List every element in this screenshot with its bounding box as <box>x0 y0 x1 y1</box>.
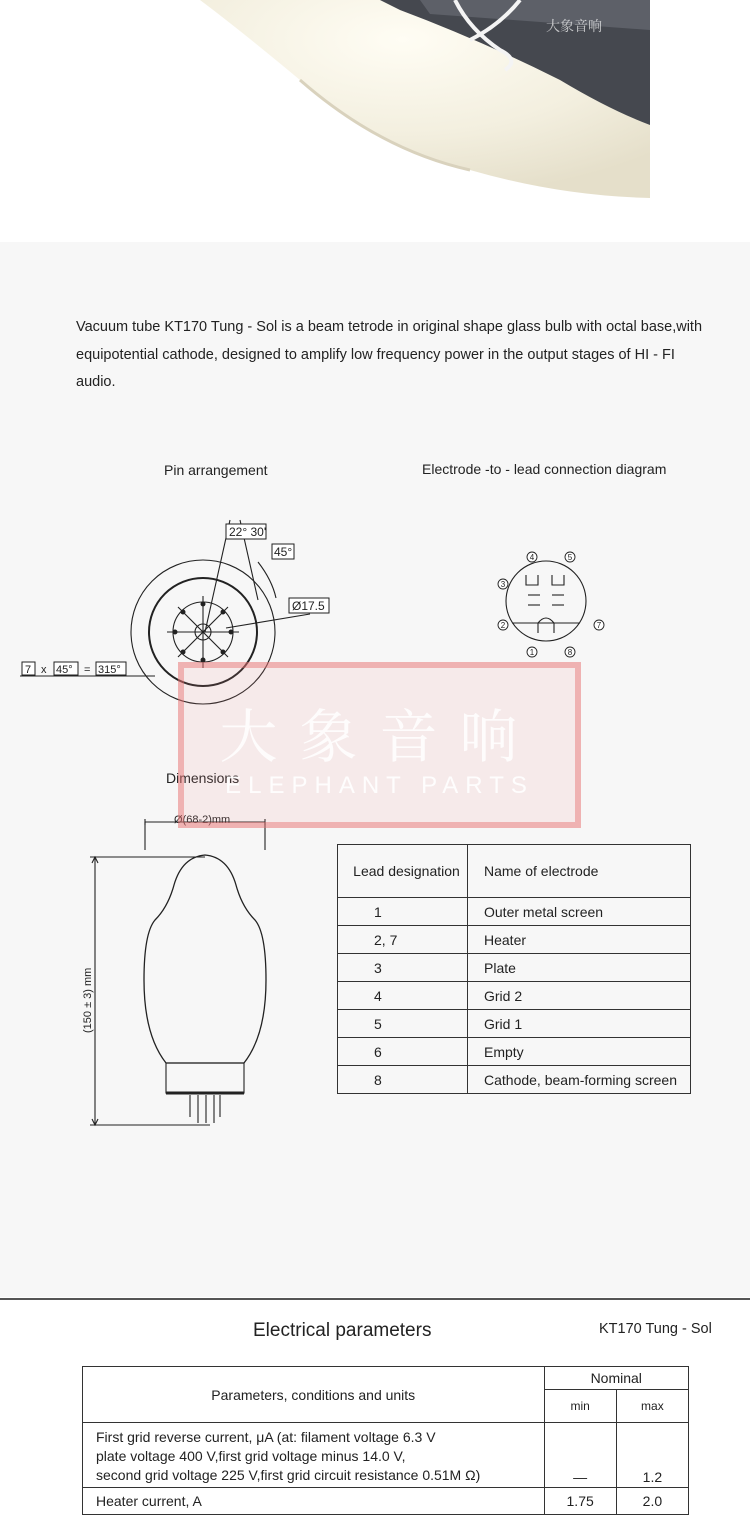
table-row <box>338 1066 691 1094</box>
header-nominal: Nominal <box>544 1367 689 1390</box>
table-row <box>83 1423 689 1488</box>
parameter-line: First grid reverse current, μA (at: filament voltage 6.3 V <box>96 1428 436 1445</box>
max-value: 2.0 <box>616 1488 688 1515</box>
electrode-cell: Grid 1 <box>468 1010 691 1038</box>
electrode-cell: Heater <box>468 926 691 954</box>
watermark-english: ELEPHANT PARTS <box>225 772 534 799</box>
lead-cell: 1 <box>338 898 468 926</box>
diameter-label: Ø17.5 <box>292 599 325 613</box>
formula-times: x <box>41 664 47 676</box>
lead-cell: 4 <box>338 982 468 1010</box>
electrode-pin-5: 5 <box>567 553 573 562</box>
lead-cell: 8 <box>338 1066 468 1094</box>
lead-cell: 3 <box>338 954 468 982</box>
tube-dimensions-drawing <box>70 805 300 1135</box>
table-header-row <box>83 1367 689 1390</box>
parameter-line: second grid voltage 225 V,first grid circuit resistance 0.51M Ω) <box>96 1466 481 1483</box>
header-min: min <box>544 1390 616 1423</box>
electrode-cell: Empty <box>468 1038 691 1066</box>
electrical-parameters-table <box>82 1366 689 1515</box>
angle-45-label: 45° <box>274 545 293 559</box>
min-value: 1.75 <box>544 1488 616 1515</box>
caption-electrode-diagram: Electrode -to - lead connection diagram <box>422 461 667 477</box>
lead-cell: 6 <box>338 1038 468 1066</box>
table-row <box>338 926 691 954</box>
header-lead-designation: Lead designation <box>338 845 468 898</box>
electrode-cell: Grid 2 <box>468 982 691 1010</box>
intro-paragraph: Vacuum tube KT170 Tung - Sol is a beam tetrode in original shape glass bulb with octal base,with equipotential cathode, designed to amplify low frequency power in the output stages of HI - FI audio. <box>76 319 703 390</box>
table-row <box>338 898 691 926</box>
model-label: KT170 Tung - Sol <box>599 1321 712 1337</box>
parameter-line: plate voltage 400 V,first grid voltage minus 14.0 V, <box>96 1447 406 1464</box>
electrode-cell: Outer metal screen <box>468 898 691 926</box>
formula-count: 7 <box>25 664 32 676</box>
diameter-dimension: Ø(68-2)mm <box>174 814 231 826</box>
parameter-cell: Heater current, A <box>83 1488 545 1515</box>
electrode-cell: Plate <box>468 954 691 982</box>
formula-angle: 45° <box>56 664 73 676</box>
table-row <box>338 1010 691 1038</box>
electrode-pin-7: 7 <box>596 621 602 630</box>
table-row <box>338 954 691 982</box>
electrode-pin-3: 3 <box>500 580 506 589</box>
electrode-cell: Cathode, beam-forming screen <box>468 1066 691 1094</box>
table-row <box>83 1488 689 1515</box>
height-dimension: (150 ± 3) mm <box>82 967 94 1033</box>
angle-label: 22° 30' <box>229 525 267 539</box>
electrical-title: Electrical parameters <box>253 1320 432 1341</box>
table-header-row <box>338 845 691 898</box>
photo-watermark: 大象音响 <box>546 19 602 35</box>
header-electrode-name: Name of electrode <box>468 845 691 898</box>
electrode-diagram <box>490 545 615 660</box>
table-row <box>338 982 691 1010</box>
lead-designation-table <box>337 844 691 1094</box>
tube-photo-illustration <box>0 0 750 200</box>
min-value: — <box>544 1423 616 1488</box>
electrode-pin-2: 2 <box>500 621 506 630</box>
header-max: max <box>616 1390 688 1423</box>
formula-equals: = <box>84 664 91 676</box>
electrode-pin-4: 4 <box>529 553 535 562</box>
caption-dimensions: Dimensions <box>166 770 240 786</box>
watermark-chinese: 大象音响 <box>219 703 540 771</box>
electrode-pin-1: 1 <box>529 648 535 657</box>
caption-pin-arrangement: Pin arrangement <box>164 462 268 478</box>
lead-cell: 2, 7 <box>338 926 468 954</box>
parameter-cell <box>83 1423 545 1488</box>
electrode-pin-8: 8 <box>567 648 573 657</box>
header-parameters: Parameters, conditions and units <box>83 1367 545 1423</box>
product-photo <box>0 0 750 200</box>
table-row <box>338 1038 691 1066</box>
formula-total: 315° <box>98 664 121 676</box>
max-value: 1.2 <box>616 1423 688 1488</box>
lead-cell: 5 <box>338 1010 468 1038</box>
